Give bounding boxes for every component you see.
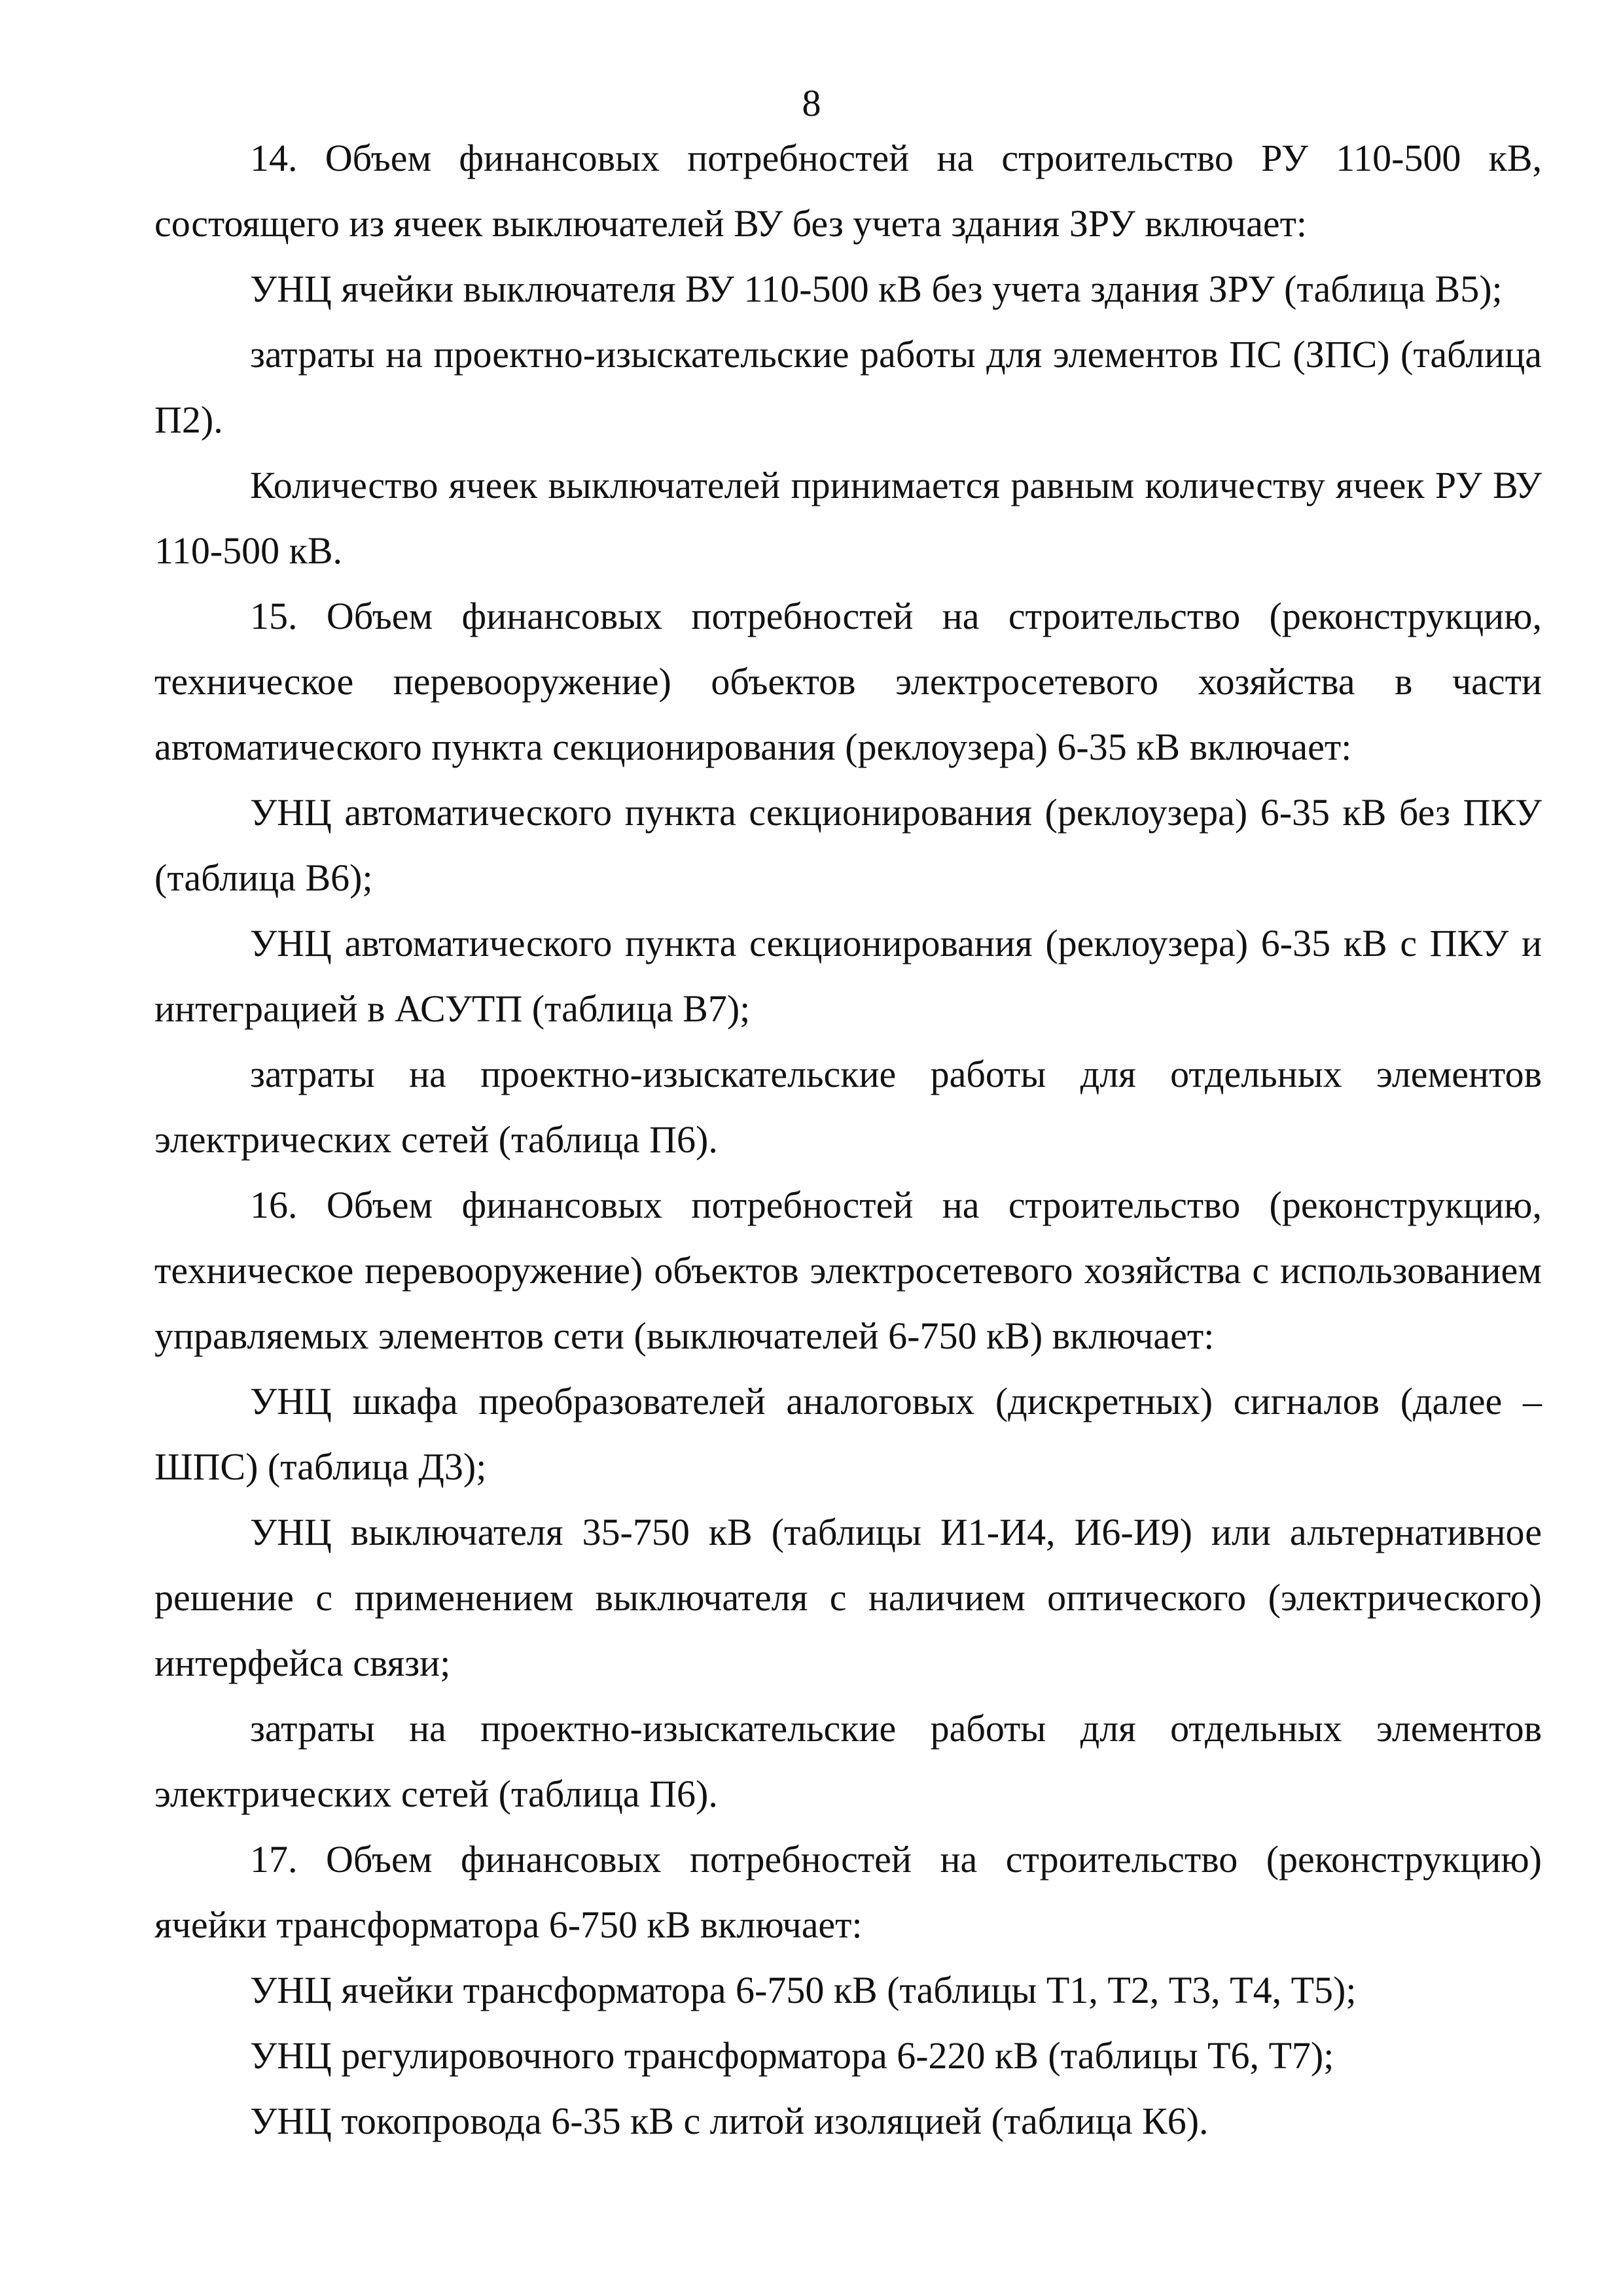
list-item: УНЦ выключателя 35-750 кВ (таблицы И1-И4, И6-И9) или альтернативное решение с применением выключателя с наличием оптического (электрического) интерфейса связи;: [154, 1511, 1542, 1684]
list-item: УНЦ автоматического пункта секционирования (реклоузера) 6-35 кВ с ПКУ и интеграцией в АСУТП (таблица В7);: [154, 922, 1542, 1030]
list-item: УНЦ ячейки трансформатора 6-750 кВ (таблицы Т1, Т2, Т3, Т4, Т5);: [250, 1969, 1357, 2011]
list-item: затраты на проектно-изыскательские работы для отдельных элементов электрических сетей (таблица П6).: [154, 1053, 1542, 1161]
list-item: затраты на проектно-изыскательские работы для отдельных элементов электрических сетей (таблица П6).: [154, 1707, 1542, 1815]
page-number: 8: [802, 82, 821, 124]
note-paragraph: Количество ячеек выключателей принимается равным количеству ячеек РУ ВУ 110-500 кВ.: [154, 464, 1542, 572]
paragraph-14-intro: 14. Объем финансовых потребностей на строительство РУ 110-500 кВ, состоящего из ячеек выключателей ВУ без учета здания ЗРУ включает:: [154, 137, 1542, 245]
list-item: УНЦ ячейки выключателя ВУ 110-500 кВ без учета здания ЗРУ (таблица В5);: [250, 268, 1503, 310]
list-item: УНЦ шкафа преобразователей аналоговых (дискретных) сигналов (далее – ШПС) (таблица Д3);: [154, 1380, 1542, 1488]
list-item: УНЦ автоматического пункта секционирования (реклоузера) 6-35 кВ без ПКУ (таблица В6);: [154, 791, 1542, 899]
list-item: УНЦ токопровода 6-35 кВ с литой изоляцией (таблица К6).: [250, 2100, 1209, 2142]
paragraph-15-intro: 15. Объем финансовых потребностей на строительство (реконструкцию, техническое перевооружение) объектов электросетевого хозяйства в части автоматического пункта секционирования (реклоузера) 6-35 кВ включает:: [154, 595, 1542, 768]
document-body: [154, 126, 1542, 2154]
list-item: затраты на проектно-изыскательские работы для элементов ПС (ЗПС) (таблица П2).: [154, 333, 1542, 441]
paragraph-16-intro: 16. Объем финансовых потребностей на строительство (реконструкцию, техническое перевооружение) объектов электросетевого хозяйства с использованием управляемых элементов сети (выключателей 6-750 кВ) включает:: [154, 1184, 1542, 1357]
list-item: УНЦ регулировочного трансформатора 6-220 кВ (таблицы Т6, Т7);: [250, 2034, 1334, 2077]
paragraph-17-intro: 17. Объем финансовых потребностей на строительство (реконструкцию) ячейки трансформатора 6-750 кВ включает:: [154, 1838, 1542, 1946]
